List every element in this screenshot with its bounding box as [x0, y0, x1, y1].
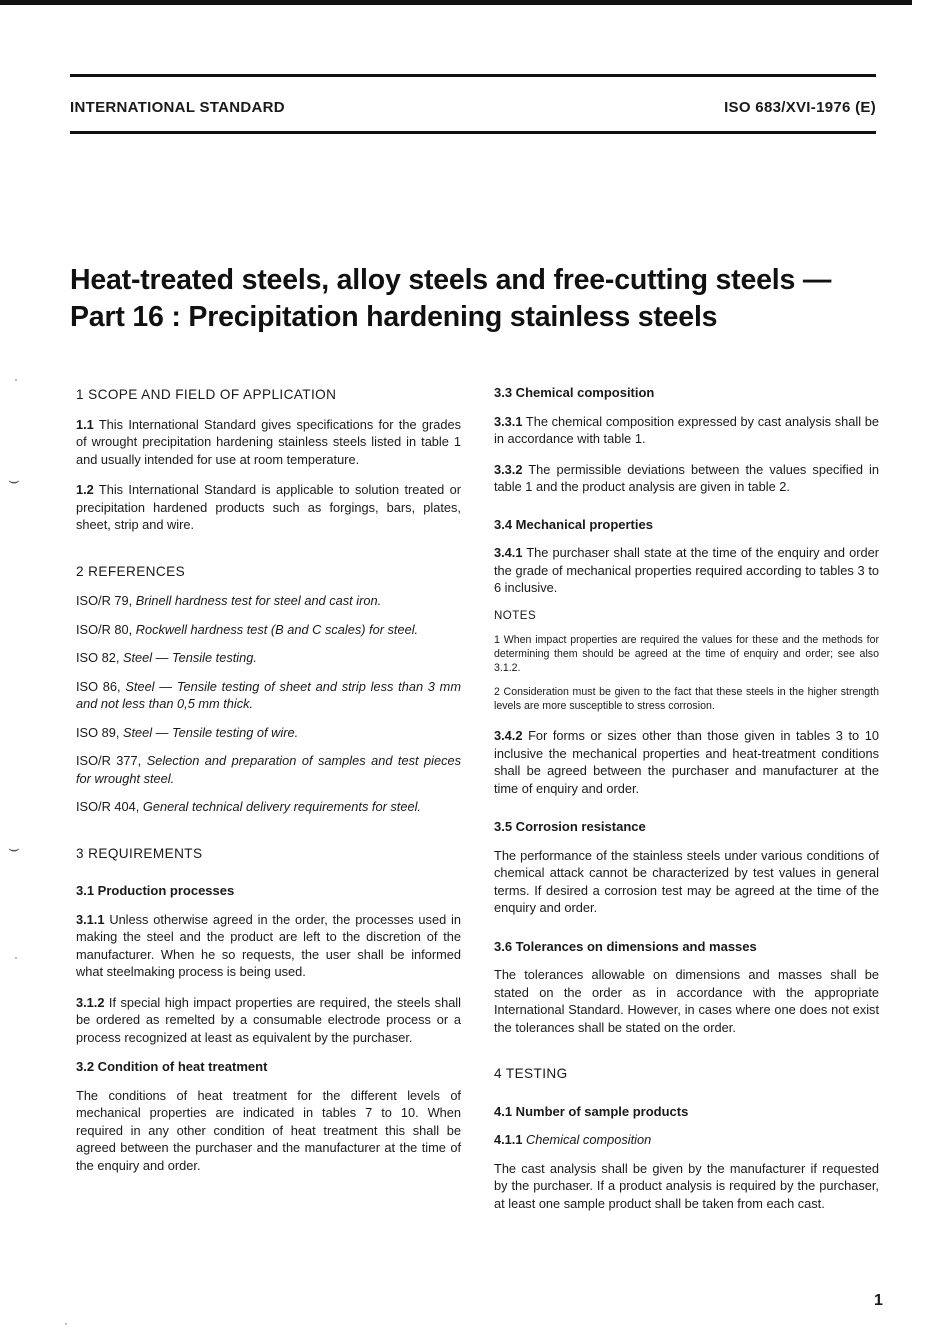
- reference-title: Steel — Tensile testing of sheet and strip less than 3 mm and not less than 0,5 mm thick.: [76, 678, 461, 711]
- reference-item: [76, 592, 461, 610]
- reference-code: ISO 89,: [76, 724, 120, 740]
- reference-code: ISO 86,: [76, 678, 121, 694]
- top-border-rule: [0, 0, 912, 5]
- paragraph-3-4-1: [494, 544, 879, 597]
- paragraph-number: 3.1.2: [76, 994, 105, 1010]
- subsection-4-1-heading: 4.1 Number of sample products: [494, 1103, 689, 1119]
- header-rule-top: [70, 74, 876, 77]
- margin-mark: ·: [14, 950, 18, 964]
- section-2-heading: 2 REFERENCES: [76, 563, 186, 579]
- paragraph-4-1-1: The cast analysis shall be given by the manufacturer if requested by the purchaser. If a product analysis is required by the purchaser, at least one sample product shall be taken from each cast.: [494, 1160, 879, 1211]
- margin-mark: ·: [14, 372, 18, 386]
- paragraph-3-1-2: [76, 994, 461, 1047]
- reference-code: ISO/R 377,: [76, 753, 142, 768]
- paragraph-number: 3.3.2: [494, 461, 523, 477]
- section-3-heading: 3 REQUIREMENTS: [76, 845, 203, 861]
- section-4-heading: 4 TESTING: [494, 1066, 568, 1081]
- reference-title: General technical delivery requirements for steel.: [142, 799, 421, 814]
- margin-mark: ⌣: [8, 470, 20, 490]
- reference-item: [76, 724, 461, 742]
- reference-item: [76, 798, 461, 816]
- subsection-3-6-heading: 3.6 Tolerances on dimensions and masses: [494, 938, 757, 954]
- reference-code: ISO/R 80,: [76, 621, 133, 637]
- reference-title: Brinell hardness test for steel and cast iron.: [135, 593, 382, 608]
- paragraph-text: The purchaser shall state at the time of the enquiry and order the grade of mechanical properties required according to tables 3 to 6 inclusive.: [494, 545, 879, 595]
- paragraph-text: The permissible deviations between the values specified in table 1 and the product analysis are given in table 2.: [494, 461, 879, 494]
- right-column: [494, 384, 879, 1212]
- reference-code: ISO 82,: [76, 650, 120, 665]
- paragraph-number: 3.4.1: [494, 545, 523, 560]
- paragraph-3-3-1: [494, 413, 879, 448]
- paragraph-text: Unless otherwise agreed in the order, the processes used in making the steel and the product are left to the discretion of the manufacturer. When he so requests, the user shall be informed what steelmaking process is being used.: [76, 911, 461, 979]
- subsection-3-3-heading: 3.3 Chemical composition: [494, 385, 655, 400]
- reference-code: ISO/R 404,: [76, 799, 140, 814]
- reference-title: Rockwell hardness test (B and C scales) for steel.: [135, 621, 419, 637]
- notes-heading: NOTES: [494, 609, 537, 622]
- title-line-1: Heat-treated steels, alloy steels and free-cutting steels —: [70, 264, 832, 296]
- reference-item: [76, 752, 461, 787]
- subsection-3-1-heading: 3.1 Production processes: [76, 883, 235, 898]
- margin-mark: ⌣: [8, 838, 20, 858]
- reference-item: [76, 678, 461, 713]
- subsection-3-2-heading: 3.2 Condition of heat treatment: [76, 1059, 268, 1074]
- paragraph-3-1-1: [76, 911, 461, 981]
- reference-title: Selection and preparation of samples and test pieces for wrought steel.: [76, 753, 461, 786]
- section-1-heading: 1 SCOPE AND FIELD OF APPLICATION: [76, 387, 337, 402]
- paragraph-number: 3.3.1: [494, 413, 523, 429]
- note-2: 2 Consideration must be given to the fact that these steels in the higher strength levels are more susceptible to stress corrosion.: [494, 686, 879, 712]
- header-document-number: ISO 683/XVI-1976 (E): [724, 99, 876, 116]
- reference-title: Steel — Tensile testing.: [122, 650, 257, 665]
- title-line-2: Part 16 : Precipitation hardening stainless steels: [70, 301, 718, 333]
- paragraph-3-6: The tolerances allowable on dimensions and masses shall be stated on the order as in accordance with the appropriate International Standard. However, in cases where one does not exist the tolerances shall be stated on the order.: [494, 967, 879, 1035]
- reference-code: ISO/R 79,: [76, 593, 133, 608]
- margin-mark: ·: [64, 1316, 68, 1330]
- document-title: [70, 262, 870, 336]
- left-column: [76, 386, 461, 1174]
- note-1: 1 When impact properties are required the values for these and the methods for determining them should be agreed at the time of enquiry and order; see also 3.1.2.: [494, 634, 879, 674]
- paragraph-number: 1.2: [76, 482, 94, 497]
- paragraph-text: This International Standard is applicable to solution treated or precipitation hardened products such as forgings, bars, plates, sheet, strip and wire.: [76, 482, 462, 532]
- reference-title: Steel — Tensile testing of wire.: [122, 724, 299, 740]
- paragraph-number: 4.1.1: [494, 1132, 523, 1147]
- reference-item: [76, 621, 461, 639]
- paragraph-text: For forms or sizes other than those given in tables 3 to 10 inclusive the mechanical properties and heat-treatment conditions shall be agreed between the purchaser and manufacturer at the time of enquiry and order.: [494, 728, 879, 796]
- page-number: 1: [874, 1292, 883, 1309]
- paragraph-3-3-2: [494, 461, 879, 496]
- paragraph-number: 1.1: [76, 416, 94, 432]
- paragraph-text: If special high impact properties are required, the steels shall be ordered as remelted by a consumable electrode process or a process recognized at least as equivalent by the purchaser.: [76, 994, 461, 1045]
- header-rule-bottom: [70, 131, 876, 134]
- paragraph-1-2: [76, 481, 461, 534]
- subsection-4-1-1-heading: [494, 1131, 879, 1149]
- paragraph-3-5: The performance of the stainless steels under various conditions of chemical attack cannot be characterized by test values in general terms. If desired a corrosion test may be agreed at the time of the enquiry and order.: [494, 847, 879, 915]
- paragraph-3-2: The conditions of heat treatment for the different levels of mechanical properties are indicated in tables 7 to 10. When required in any other condition of heat treatment this shall be agreed between the purchaser and the manufacturer at the time of the enquiry and order.: [76, 1087, 461, 1173]
- paragraph-text: The chemical composition expressed by cast analysis shall be in accordance with table 1.: [494, 413, 879, 446]
- reference-item: [76, 649, 461, 667]
- subsection-3-4-heading: 3.4 Mechanical properties: [494, 516, 653, 532]
- paragraph-text: This International Standard gives specifications for the grades of wrought precipitation hardening stainless steels listed in table 1 and usually intended for use at room temperature.: [76, 416, 461, 467]
- subsection-title: Chemical composition: [526, 1132, 652, 1147]
- header-standard-label: INTERNATIONAL STANDARD: [70, 99, 285, 116]
- paragraph-1-1: [76, 416, 461, 469]
- subsection-3-5-heading: 3.5 Corrosion resistance: [494, 819, 646, 834]
- paragraph-number: 3.4.2: [494, 728, 523, 743]
- paragraph-3-4-2: [494, 727, 879, 797]
- paragraph-number: 3.1.1: [76, 911, 105, 927]
